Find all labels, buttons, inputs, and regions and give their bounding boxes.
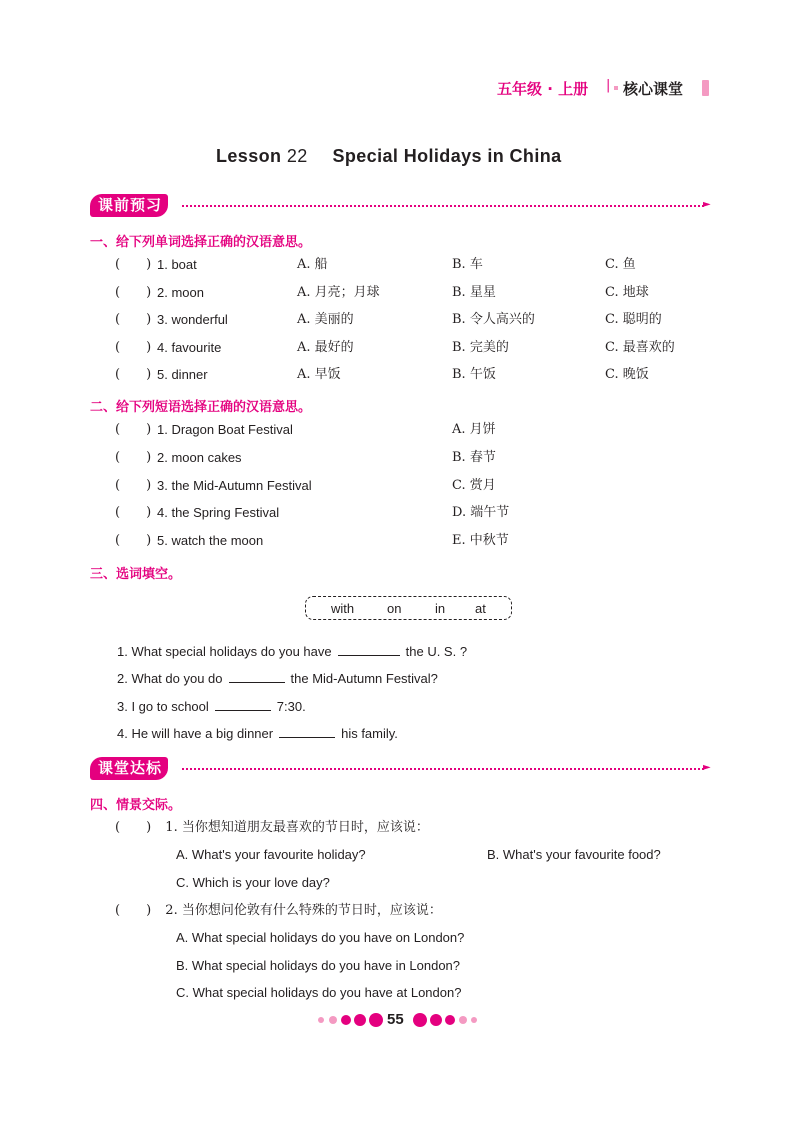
word-bank-word: in [435,601,446,616]
answer-paren[interactable]: ( ) [115,903,152,918]
sentence-text: the Mid-Autumn Festival? [290,671,438,686]
footer-dot-icon [329,1016,337,1024]
option: C. 赏月 [452,478,496,493]
option-b: B. What special holidays do you have in London? [176,958,461,973]
list-item [0,422,800,438]
list-item [0,505,800,521]
answer-paren[interactable]: ( ) [115,422,152,437]
blank-line[interactable] [229,670,285,683]
banner-classwork: 课堂达标 [90,757,168,780]
banner-dotted-line [182,205,704,207]
option: E. 中秋节 [452,533,509,548]
list-item [0,312,800,328]
footer-dot-icon [430,1014,442,1026]
word-bank-word: at [475,601,486,616]
blank-line[interactable] [338,643,400,656]
option-c: C. 晚饭 [605,367,649,382]
page-title [216,146,562,167]
option: A. 月饼 [452,422,496,437]
phrase: 3. the Mid-Autumn Festival [157,478,312,493]
answer-paren[interactable]: ( ) [115,367,152,382]
option-a: A. 月亮；月球 [297,285,380,300]
footer-dot-icon [341,1015,351,1025]
option: D. 端午节 [452,505,510,520]
word: 3. wonderful [157,312,228,327]
option-a: A. What's your favourite holiday? [176,847,366,862]
option-c: C. 聪明的 [605,312,662,327]
question-1 [115,820,429,836]
answer-paren[interactable]: ( ) [115,312,152,327]
answer-paren[interactable]: ( ) [115,478,152,493]
phrase: 4. the Spring Festival [157,505,280,520]
footer-dot-icon [413,1013,427,1027]
word: 4. favourite [157,340,222,355]
list-item [0,285,800,301]
arrow-right-icon: ► [703,199,711,210]
word-bank-word: on [387,601,402,616]
header-square-icon [614,86,618,90]
option: B. 春节 [452,450,496,465]
list-item [0,367,800,383]
list-item [0,478,800,494]
option-a: A. 最好的 [297,340,354,355]
footer-dot-icon [369,1013,383,1027]
option-b: B. 星星 [452,285,496,300]
fill-sentence [117,698,306,715]
header-bar-icon [702,80,709,96]
fill-sentence [117,670,438,687]
section2-heading: 二、给下列短语选择正确的汉语意思。 [90,400,312,415]
header-core: 核心课堂 [623,80,684,98]
answer-paren[interactable]: ( ) [115,340,152,355]
sentence-text: 7:30. [276,699,306,714]
option-c: C. 地球 [605,285,649,300]
fill-sentence [117,725,398,742]
phrase: 1. Dragon Boat Festival [157,422,293,437]
banner-dotted-line [182,768,704,770]
title-number: 22 [286,146,308,166]
footer-dot-icon [354,1014,366,1026]
word-bank-word: with [331,601,355,616]
header-divider: | [606,78,611,93]
option-b: B. 车 [452,257,483,272]
word: 2. moon [157,285,204,300]
sentence-text: 4. He will have a big dinner [117,726,274,741]
footer-dot-icon [459,1016,467,1024]
arrow-right-icon: ► [703,762,711,773]
answer-paren[interactable]: ( ) [115,820,152,835]
answer-paren[interactable]: ( ) [115,257,152,272]
option-c: C. 最喜欢的 [605,340,675,355]
sentence-text: the U. S. ? [405,644,468,659]
answer-paren[interactable]: ( ) [115,533,152,548]
sentence-text: his family. [341,726,398,741]
list-item [0,257,800,273]
section3-heading: 三、选词填空。 [90,567,182,582]
list-item [0,450,800,466]
page-number: 55 [387,1011,404,1028]
answer-paren[interactable]: ( ) [115,505,152,520]
option-a: A. What special holidays do you have on London? [176,930,465,945]
title-name: Special Holidays in China [332,146,562,166]
word: 5. dinner [157,367,208,382]
footer-dot-icon [471,1017,477,1023]
option-b: B. 午饭 [452,367,496,382]
question-stem: 2. 当你想问伦敦有什么特殊的节日时，应该说： [165,903,442,918]
answer-paren[interactable]: ( ) [115,450,152,465]
option-b: B. 令人高兴的 [452,312,535,327]
banner-preview: 课前预习 [90,194,168,217]
sentence-text: 1. What special holidays do you have [117,644,332,659]
sentence-text: 2. What do you do [117,671,223,686]
section1-heading: 一、给下列单词选择正确的汉语意思。 [90,235,312,250]
list-item [0,533,800,549]
list-item [0,340,800,356]
option-a: A. 船 [297,257,328,272]
option-a: A. 美丽的 [297,312,354,327]
sentence-text: 3. I go to school [117,699,209,714]
option-c: C. What special holidays do you have at London? [176,985,462,1000]
option-b: B. What's your favourite food? [487,847,661,862]
section4-heading: 四、情景交际。 [90,798,182,813]
footer-dot-icon [318,1017,324,1023]
question-2 [115,903,442,919]
fill-sentence [117,643,467,660]
question-stem: 1. 当你想知道朋友最喜欢的节日时，应该说： [165,820,429,835]
blank-line[interactable] [279,725,335,738]
answer-paren[interactable]: ( ) [115,285,152,300]
option-c: C. 鱼 [605,257,636,272]
option-c: C. Which is your love day? [176,875,330,890]
phrase: 2. moon cakes [157,450,242,465]
option-b: B. 完美的 [452,340,509,355]
phrase: 5. watch the moon [157,533,264,548]
option-a: A. 早饭 [297,367,341,382]
blank-line[interactable] [215,698,271,711]
header-grade: 五年级 · 上册 [497,80,589,98]
word: 1. boat [157,257,197,272]
footer-dot-icon [445,1015,455,1025]
title-lesson: Lesson [216,146,282,166]
